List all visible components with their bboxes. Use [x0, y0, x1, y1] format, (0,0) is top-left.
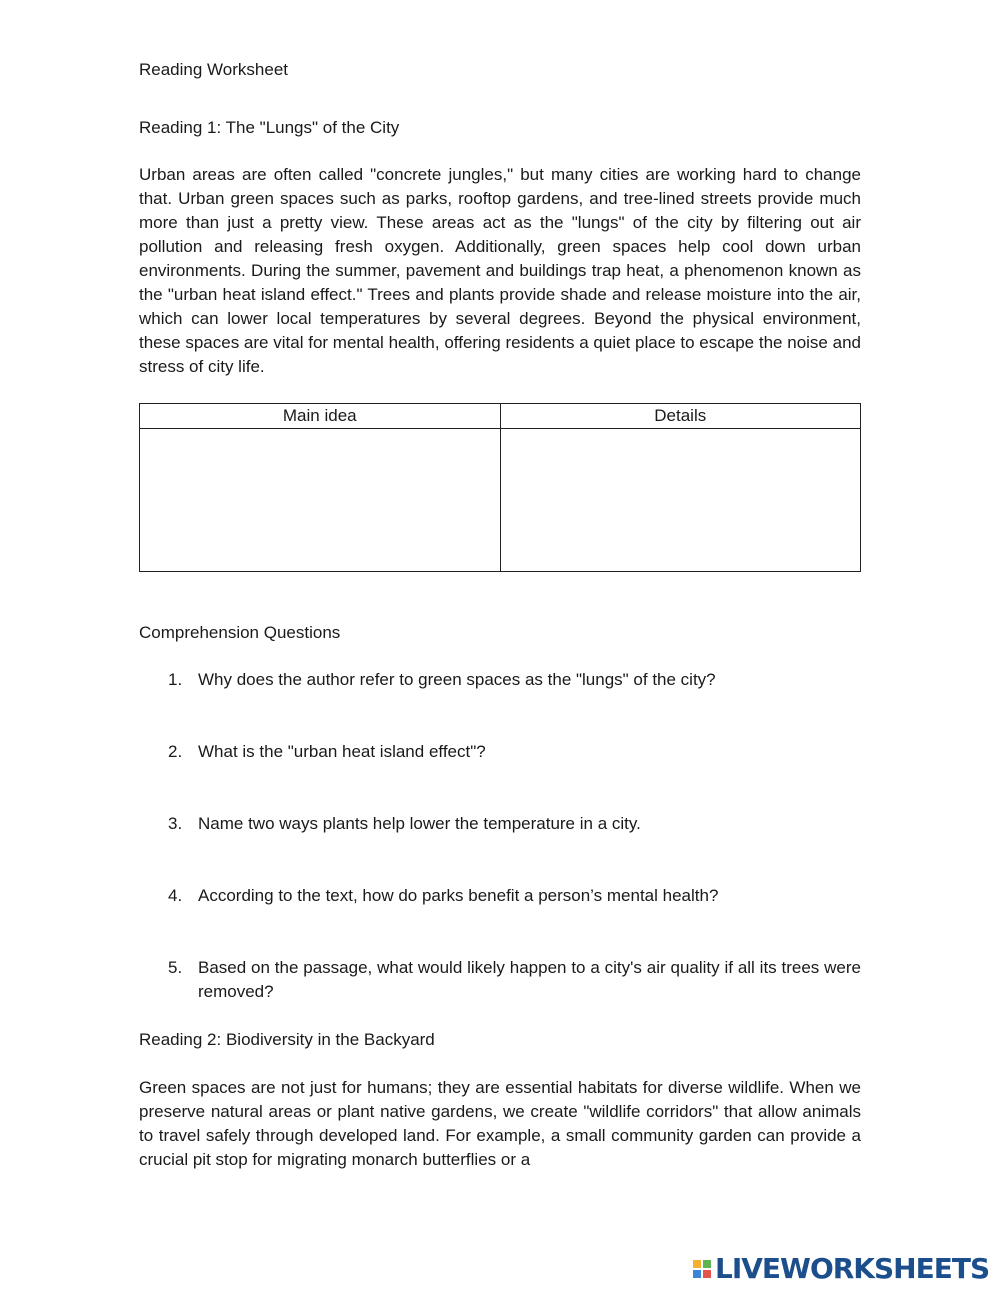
details-cell[interactable] [500, 429, 861, 572]
logo-block [693, 1270, 701, 1278]
question-number: 4. [168, 886, 183, 905]
question-text: According to the text, how do parks benefit a person’s mental health? [198, 886, 719, 905]
reading2-heading: Reading 2: Biodiversity in the Backyard [139, 1030, 435, 1049]
liveworksheets-logo [693, 1254, 989, 1284]
logo-text: LIVEWORKSHEETS [715, 1252, 990, 1285]
question-text: What is the "urban heat island effect"? [198, 742, 486, 761]
question-text: Based on the passage, what would likely happen to a city's air quality if all its trees were removed? [198, 958, 861, 1001]
logo-block [703, 1270, 711, 1278]
question-text: Name two ways plants help lower the temperature in a city. [198, 814, 641, 833]
reading1-heading: Reading 1: The "Lungs" of the City [139, 118, 400, 137]
main-idea-cell[interactable] [140, 429, 501, 572]
worksheet-title: Reading Worksheet [139, 60, 288, 79]
logo-block [703, 1260, 711, 1268]
reading2-passage: Green spaces are not just for humans; they are essential habitats for diverse wildlife. When we preserve natural areas or plant native gardens, we create "wildlife corridors" that allow animals to travel safely through developed land. For example, a small community garden can provide a crucial pit stop for migrating monarch butterflies or a [139, 1078, 861, 1169]
logo-blocks-icon [693, 1260, 711, 1278]
logo-block [693, 1260, 701, 1268]
reading1-passage: Urban areas are often called "concrete jungles," but many cities are working hard to change that. Urban green spaces such as parks, rooftop gardens, and tree-lined streets provide much more than just a pretty view. These areas act as the "lungs" of the city by filtering out air pollution and releasing fresh oxygen. Additionally, green spaces help cool down urban environments. During the summer, pavement and buildings trap heat, a phenomenon known as the "urban heat island effect." Trees and plants provide shade and release moisture into the air, which can lower local temperatures by several degrees. Beyond the physical environment, these spaces are vital for mental health, offering residents a quiet place to escape the noise and stress of city life. [139, 165, 861, 376]
question-text: Why does the author refer to green spaces as the "lungs" of the city? [198, 670, 716, 689]
question-number: 2. [168, 742, 183, 761]
details-header: Details [500, 404, 861, 429]
question-number: 5. [168, 958, 183, 977]
question-number: 3. [168, 814, 183, 833]
question-number: 1. [168, 670, 183, 689]
main-idea-details-table [139, 403, 861, 572]
comprehension-heading: Comprehension Questions [139, 623, 341, 642]
main-idea-header: Main idea [140, 404, 501, 429]
